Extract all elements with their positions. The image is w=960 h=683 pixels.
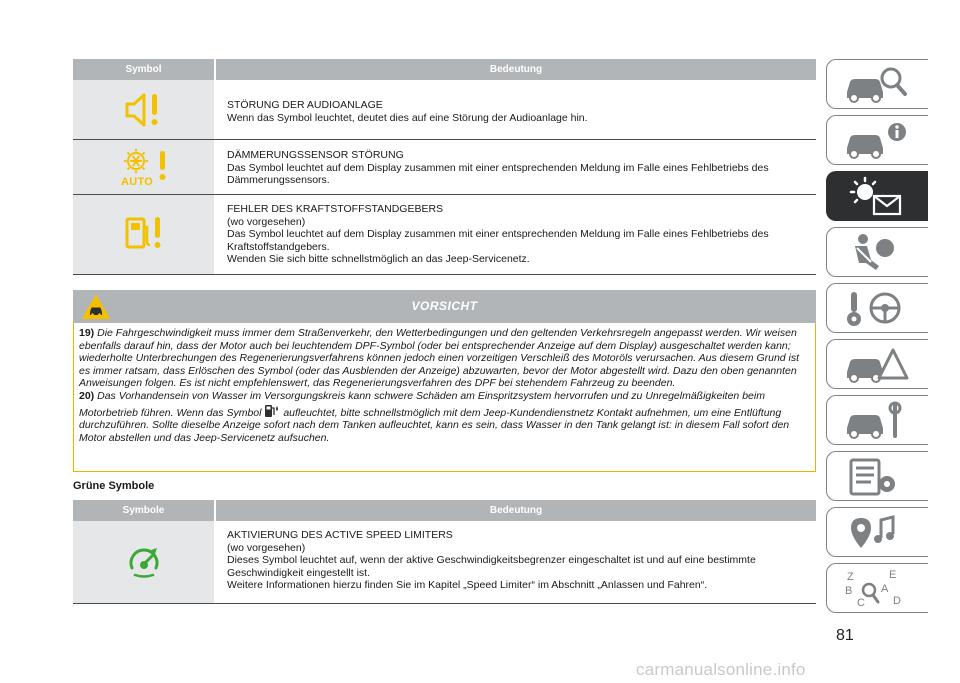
index-letter: B bbox=[845, 585, 853, 597]
caution-note-19 bbox=[79, 327, 811, 390]
page-number: 81 bbox=[836, 627, 854, 644]
row-title: AKTIVIERUNG DES ACTIVE SPEED LIMITERS bbox=[227, 529, 453, 541]
tab-technical-data[interactable] bbox=[826, 451, 928, 501]
index-letter: D bbox=[893, 595, 901, 607]
audio-warning-icon bbox=[123, 91, 167, 129]
car-emergency-icon bbox=[841, 344, 911, 386]
tab-car-search[interactable] bbox=[826, 59, 928, 109]
index-letter: C bbox=[857, 597, 865, 609]
table-row bbox=[73, 195, 816, 275]
header-symbol: Symbole bbox=[122, 505, 165, 516]
header-meaning: Bedeutung bbox=[214, 59, 816, 80]
section-title: Grüne Symbole bbox=[73, 480, 155, 492]
tab-maintenance[interactable] bbox=[826, 395, 928, 445]
row-text: Das Symbol leuchtet auf dem Display zusammen mit einer entsprechenden Meldung im Falle eines Fehlbetriebs des Dämmerungssensors. bbox=[227, 161, 769, 186]
note-text: Das Vorhandensein von Wasser im Versorgungskreis kann schwere Schäden am Einspritzsystem hervorrufen und zu Unregelmäßigkeiten beim Motorbetrieb führen. Wenn das Symbol bbox=[79, 389, 765, 419]
row-text: Weitere Informationen hierzu finden Sie im Kapitel „Speed Limiter“ im Abschnitt „Anlassen und Fahren“. bbox=[227, 579, 708, 591]
tab-warning-lights[interactable] bbox=[826, 171, 928, 221]
row-text: (wo vorgesehen) bbox=[227, 215, 306, 228]
header-meaning: Bedeutung bbox=[214, 500, 816, 521]
row-text: (wo vorgesehen) bbox=[227, 541, 306, 554]
tab-safety[interactable] bbox=[826, 227, 928, 277]
symbol-cell bbox=[73, 80, 214, 139]
symbol-cell bbox=[73, 521, 214, 603]
table-row bbox=[73, 521, 816, 604]
tab-multimedia[interactable] bbox=[826, 507, 928, 557]
tab-car-info[interactable] bbox=[826, 115, 928, 165]
caution-title: VORSICHT bbox=[411, 299, 478, 313]
airbag-seat-icon bbox=[841, 232, 911, 274]
index-letter: Z bbox=[847, 571, 854, 583]
symbol-cell bbox=[73, 195, 214, 274]
symbol-cell bbox=[73, 140, 214, 194]
auto-label: AUTO bbox=[121, 176, 154, 188]
header-symbol: Symbol bbox=[125, 64, 162, 75]
row-text: Dieses Symbol leuchtet auf, wenn der aktive Geschwindigkeitsbegrenzer eingeschaltet ist und auf eine bestimmte Geschwindigkeit eingestellt ist. bbox=[227, 554, 756, 579]
tab-starting-driving[interactable] bbox=[826, 283, 928, 333]
watermark: carmanualsonline.info bbox=[636, 660, 806, 679]
row-title: FEHLER DES KRAFTSTOFFSTANDGEBERS bbox=[227, 203, 444, 215]
table-header bbox=[73, 59, 816, 80]
index-letter: E bbox=[889, 569, 897, 581]
water-in-fuel-icon bbox=[264, 403, 280, 418]
note-text: aufleuchtet, bitte schnellstmöglich mit dem Jeep-Kundendienstnetz Kontakt aufnehmen, um eine Entlüftung durchzuführen. Sollte dieselbe Anzeige sofort nach dem Tanken aufleuchtet, kann es sein, dass Wasser in den Tank gelangt ist: in diesem Fall sofort den Motor abstellen und das Jeep-Servicenetz aufsuchen. bbox=[79, 406, 790, 444]
row-text: Das Symbol leuchtet auf dem Display zusammen mit einer entsprechenden Meldung im Falle eines Fehlbetriebs des Kraftstoffstandgebers. bbox=[227, 228, 769, 253]
note-number: 19) bbox=[79, 327, 95, 339]
car-service-icon bbox=[841, 400, 911, 442]
fuel-sensor-warning-icon bbox=[123, 213, 167, 253]
caution-body bbox=[73, 323, 816, 472]
caution-header bbox=[73, 290, 816, 323]
technical-data-icon bbox=[841, 456, 911, 498]
index-letter: A bbox=[881, 583, 889, 595]
warning-light-message-icon bbox=[841, 176, 911, 218]
tab-emergency[interactable] bbox=[826, 339, 928, 389]
car-info-icon bbox=[841, 120, 911, 162]
car-search-icon bbox=[841, 64, 911, 106]
key-steering-wheel-icon bbox=[841, 288, 911, 330]
multimedia-icon bbox=[841, 512, 911, 554]
table-row bbox=[73, 80, 816, 140]
row-title: DÄMMERUNGSSENSOR STÖRUNG bbox=[227, 149, 404, 161]
row-text: Wenden Sie sich bitte schnellstmöglich an das Jeep-Servicenetz. bbox=[227, 253, 530, 265]
tab-index[interactable] bbox=[826, 563, 928, 613]
table-row bbox=[73, 140, 816, 195]
row-title: STÖRUNG DER AUDIOANLAGE bbox=[227, 99, 383, 111]
speed-limiter-icon bbox=[126, 544, 162, 580]
row-text: Wenn das Symbol leuchtet, deutet dies auf eine Störung der Audioanlage hin. bbox=[227, 111, 588, 124]
table-header bbox=[73, 500, 816, 521]
note-number: 20) bbox=[79, 389, 95, 402]
note-text: Die Fahrgeschwindigkeit muss immer dem Straßenverkehr, den Wetterbedingungen und den geltenden Verkehrsregeln angepasst werden. Wir weisen ebenfalls darauf hin, dass der Motor auch bei leuchtendem DPF-Symbol (oder bei entsprechender Anzeige auf dem Display) ausgeschaltet werden kann; wiederholte Unterbrechungen des Regenerierungsverfahrens können jedoch einen vorzeitigen Verschleiß des Motoröls verursachen. Aus diesem Grund ist es immer ratsam, dass Erlöschen des Symbol (oder das Ausblenden der Anzeige) abzuwarten, bevor der Motor abgestellt wird. Dazu den oben genannten Anweisungen folgen. Es ist nicht empfehlenswert, das Regenerierungsverfahren des DPF bei stehendem Fahrzeug zu beenden. bbox=[79, 327, 800, 390]
caution-note-20 bbox=[79, 390, 811, 444]
alphabetical-index-icon bbox=[841, 568, 911, 610]
